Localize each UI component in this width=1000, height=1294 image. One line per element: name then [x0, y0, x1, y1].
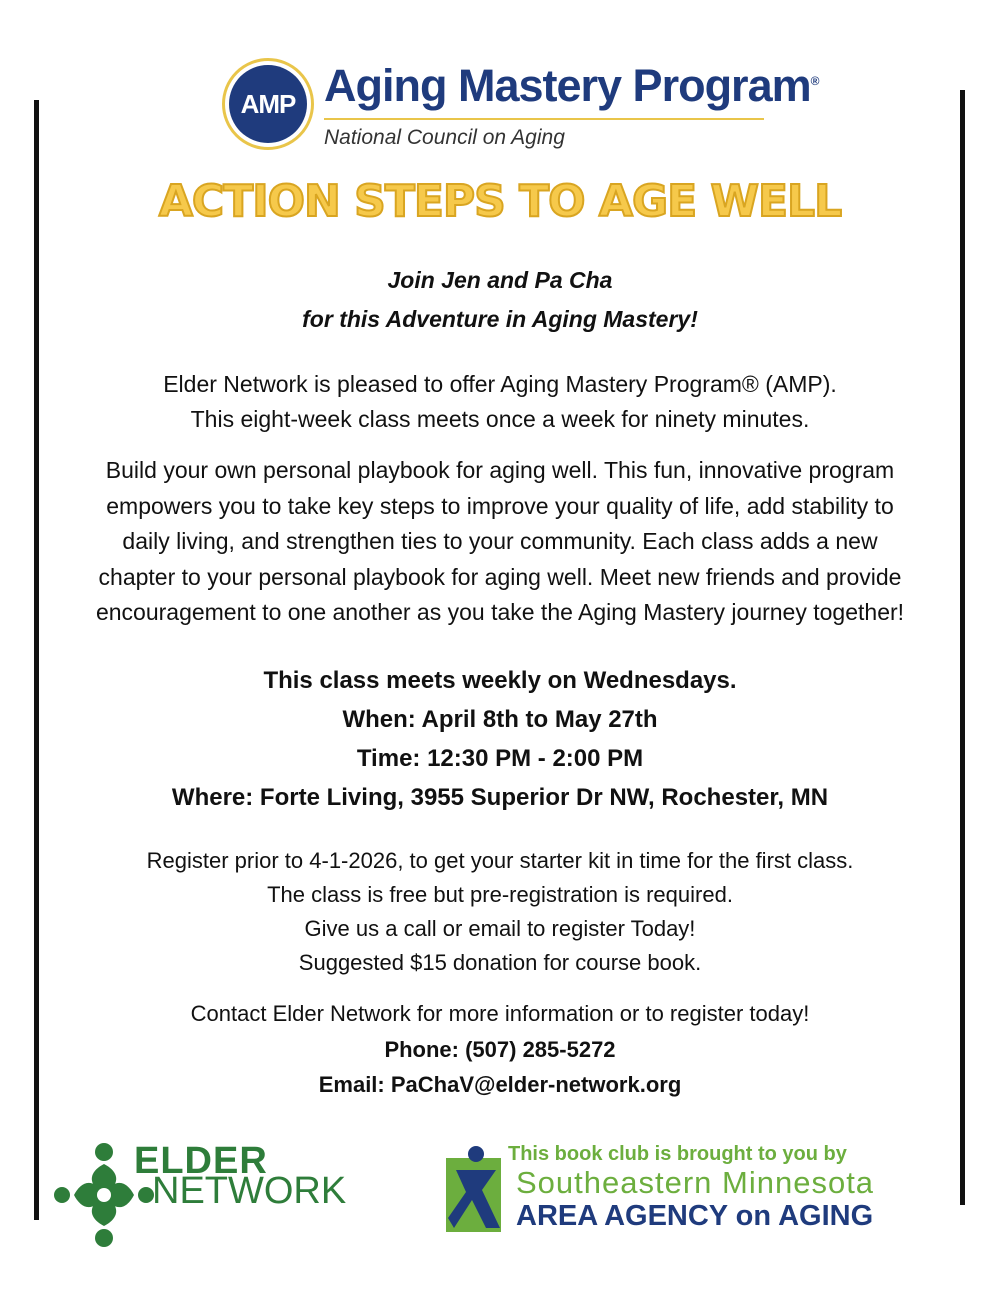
description-line-1: Build your own personal playbook for aging well. This fun, innovative program [105, 457, 895, 483]
sponsor-tagline: This book club is brought to you by [508, 1143, 847, 1165]
schedule-where: Where: Forte Living, 3955 Superior Dr NW, Rochester, MN [171, 784, 829, 811]
elder-network-logo [54, 1138, 354, 1253]
amp-title [324, 60, 818, 112]
elder-logo-line-1: ELDER [134, 1140, 268, 1182]
person-figure-icon [446, 1140, 510, 1235]
contact-intro: Contact Elder Network for more information or to register today! [190, 1001, 810, 1026]
registration-line-3: Give us a call or email to register Today! [304, 916, 696, 941]
amp-badge-icon [222, 58, 314, 150]
contact-email: Email: PaChaV@elder-network.org [318, 1072, 682, 1097]
offer-line-1: Elder Network is pleased to offer Aging Mastery Program® (AMP). [163, 371, 837, 397]
schedule-time: Time: 12:30 PM - 2:00 PM [356, 745, 644, 772]
amp-badge-text: AMP [229, 65, 307, 143]
elder-logo-line-2: NETWORK [152, 1170, 347, 1212]
offer-line-2: This eight-week class meets once a week for ninety minutes. [190, 406, 810, 432]
description-line-3: daily living, and strengthen ties to your community. Each class adds a new [122, 528, 878, 554]
description-line-4: chapter to your personal playbook for aging well. Meet new friends and provide [98, 564, 902, 590]
amp-logo [222, 58, 819, 158]
sponsor-logo [446, 1140, 946, 1240]
intro-line-2: for this Adventure in Aging Mastery! [302, 306, 698, 332]
amp-subtitle: National Council on Aging [324, 126, 565, 149]
amp-title-text: Aging Mastery Program [324, 60, 811, 111]
description-line-5: encouragement to one another as you take the Aging Mastery journey together! [95, 599, 905, 625]
registration-line-4: Suggested $15 donation for course book. [298, 950, 702, 975]
intro-line-1: Join Jen and Pa Cha [387, 267, 613, 293]
amp-divider [324, 118, 764, 120]
headline: ACTION STEPS TO AGE WELL [158, 176, 842, 227]
schedule-when: When: April 8th to May 27th [342, 706, 658, 733]
registered-mark: ® [810, 74, 819, 88]
registration-line-2: The class is free but pre-registration is required. [267, 882, 733, 907]
sponsor-region: Southeastern Minnesota [516, 1165, 875, 1200]
description-line-2: empowers you to take key steps to improve your quality of life, add stability to [106, 493, 894, 519]
sponsor-agency: AREA AGENCY on AGING [516, 1200, 874, 1232]
schedule-meets: This class meets weekly on Wednesdays. [263, 667, 737, 694]
registration-line-1: Register prior to 4-1-2026, to get your starter kit in time for the first class. [146, 848, 854, 873]
contact-phone: Phone: (507) 285-5272 [384, 1037, 616, 1062]
